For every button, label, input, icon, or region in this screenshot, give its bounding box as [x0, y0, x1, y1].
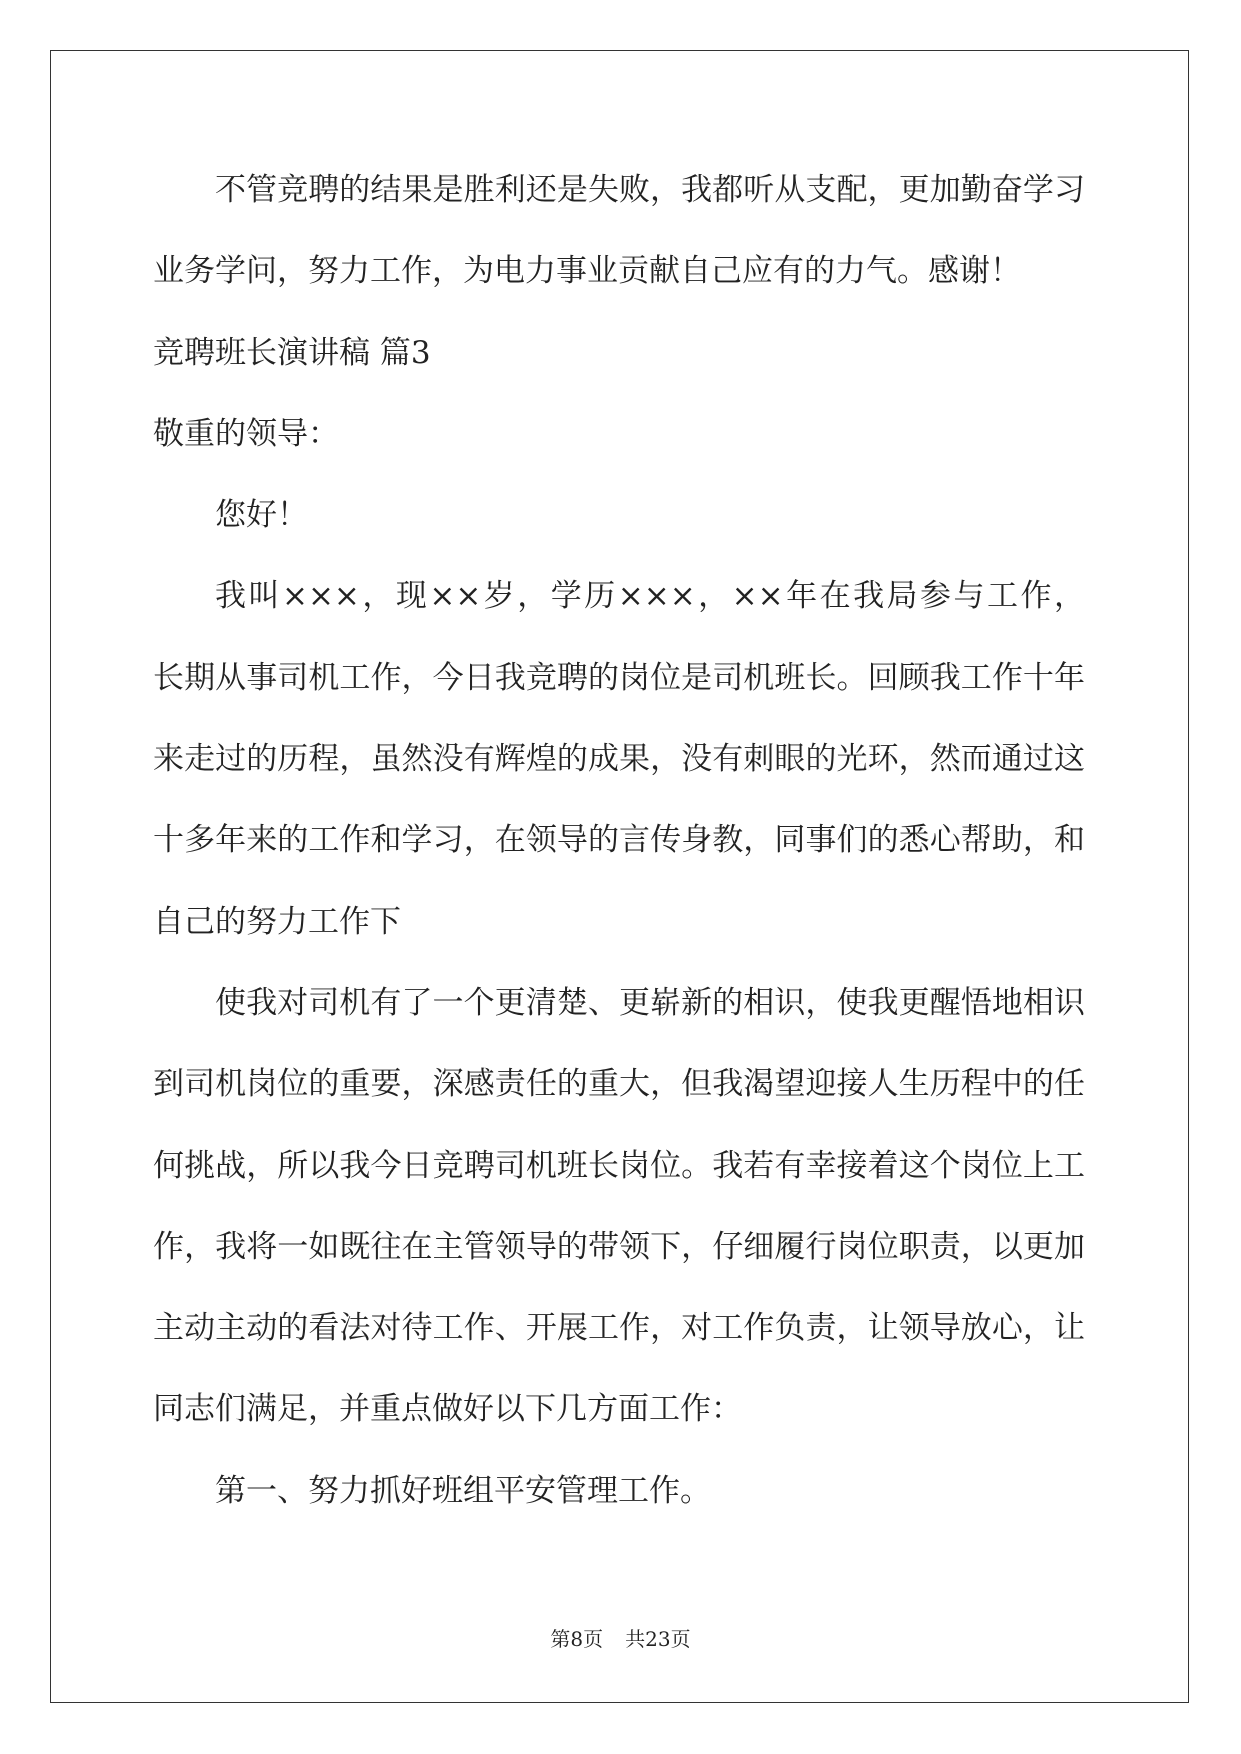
paragraph-introduction	[153, 556, 1085, 962]
paragraph-line: 何挑战，所以我今日竞聘司机班长岗位。我若有幸接着这个岗位上工	[153, 1147, 1085, 1184]
section-heading: 竞聘班长演讲稿 篇3	[153, 334, 431, 371]
greeting: 您好！	[215, 497, 308, 534]
paragraph-line: 到司机岗位的重要，深感责任的重大，但我渴望迎接人生历程中的任	[153, 1066, 1085, 1103]
page-footer	[0, 1626, 1241, 1652]
document-body	[153, 150, 1085, 1532]
paragraph-line: 来走过的历程，虽然没有辉煌的成果，没有刺眼的光环，然而通过这	[153, 741, 1085, 778]
paragraph-first-point	[153, 1451, 1085, 1532]
paragraph-line: 长期从事司机工作，今日我竞聘的岗位是司机班长。回顾我工作十年	[153, 659, 1085, 696]
paragraph-line: 第一、努力抓好班组平安管理工作。	[215, 1472, 711, 1509]
page-number: 第8页	[550, 1627, 604, 1651]
paragraph-line: 主动主动的看法对待工作、开展工作，对工作负责，让领导放心，让	[153, 1310, 1085, 1347]
salutation: 敬重的领导：	[153, 415, 339, 452]
paragraph-closing	[153, 150, 1085, 313]
paragraph-line: 作，我将一如既往在主管领导的带领下，仔细履行岗位职责，以更加	[153, 1228, 1085, 1265]
paragraph-line: 十多年来的工作和学习，在领导的言传身教，同事们的悉心帮助，和	[153, 822, 1085, 859]
paragraph-line: 使我对司机有了一个更清楚、更崭新的相识，使我更醒悟地相识	[215, 984, 1085, 1021]
page-total: 共23页	[625, 1627, 691, 1651]
paragraph-line: 同志们满足，并重点做好以下几方面工作：	[153, 1391, 742, 1428]
paragraph-commitment	[153, 963, 1085, 1451]
paragraph-line: 自己的努力工作下	[153, 903, 401, 940]
paragraph-line: 我叫×××，现××岁，学历×××，××年在我局参与工作，	[215, 578, 1085, 615]
paragraph-line: 业务学问，努力工作，为电力事业贡献自己应有的力气。感谢！	[153, 253, 1021, 290]
paragraph-line: 不管竞聘的结果是胜利还是失败，我都听从支配，更加勤奋学习	[215, 172, 1085, 208]
